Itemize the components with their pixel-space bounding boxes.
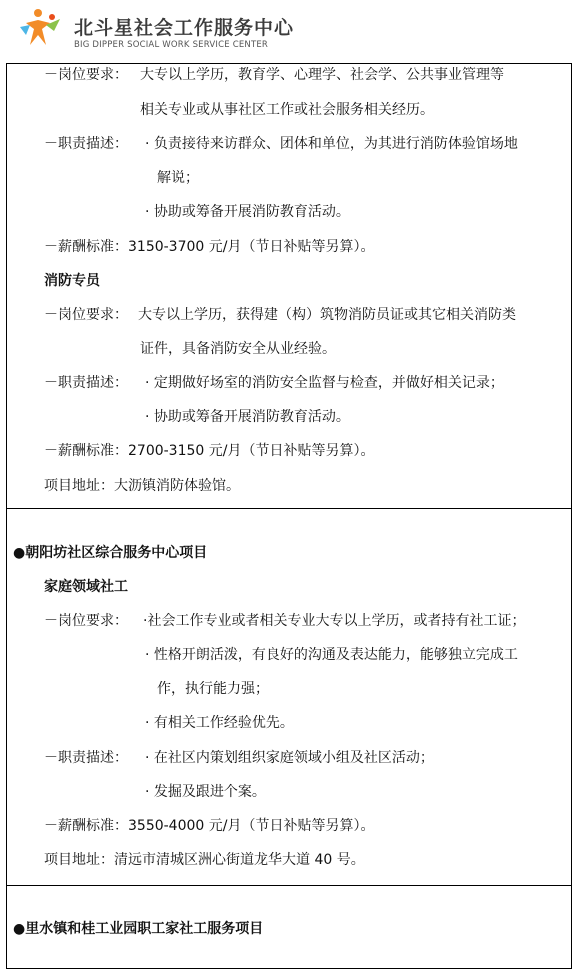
requirement-text: 大专以上学历，教育学、心理学、社会学、公共事业管理等 bbox=[140, 67, 504, 83]
logo-name-english: BIG DIPPER SOCIAL WORK SERVICE CENTER bbox=[74, 40, 269, 50]
requirement-text: 证件，具备消防安全从业经验。 bbox=[140, 341, 336, 357]
position-title: 家庭领域社工 bbox=[44, 579, 128, 595]
row-divider bbox=[6, 885, 572, 886]
duty-text: · 协助或筹备开展消防教育活动。 bbox=[145, 204, 350, 220]
table-top-border bbox=[6, 63, 572, 64]
organization-logo bbox=[16, 5, 316, 57]
requirement-text: · 有相关工作经验优先。 bbox=[145, 715, 294, 731]
big-dipper-logo-icon bbox=[16, 5, 64, 53]
project-address: 项目地址：清远市清城区洲心街道龙华大道 40 号。 bbox=[44, 852, 365, 868]
position-title: 消防专员 bbox=[44, 273, 100, 289]
duty-label: －职责描述： bbox=[44, 750, 128, 766]
salary-text: －薪酬标准：3150-3700 元/月（节日补贴等另算）。 bbox=[44, 239, 375, 255]
salary-text: －薪酬标准：3550-4000 元/月（节日补贴等另算）。 bbox=[44, 818, 375, 834]
logo-name-chinese: 北斗星社会工作服务中心 bbox=[74, 17, 295, 39]
duty-text: · 在社区内策划组织家庭领域小组及社区活动； bbox=[145, 750, 434, 766]
requirement-label: －岗位要求： bbox=[44, 67, 128, 83]
requirement-text: · 性格开朗活泼，有良好的沟通及表达能力，能够独立完成工 bbox=[145, 647, 518, 663]
duty-text: · 负责接待来访群众、团体和单位，为其进行消防体验馆场地 bbox=[145, 136, 518, 152]
requirement-text: 大专以上学历，获得建（构）筑物消防员证或其它相关消防类 bbox=[138, 307, 516, 323]
project-title: ●里水镇和桂工业园职工家社工服务项目 bbox=[13, 921, 264, 937]
project-address: 项目地址：大沥镇消防体验馆。 bbox=[44, 478, 240, 494]
duty-label: －职责描述： bbox=[44, 136, 128, 152]
row-divider bbox=[6, 508, 572, 509]
duty-text: · 协助或筹备开展消防教育活动。 bbox=[145, 409, 350, 425]
requirement-text: 相关专业或从事社区工作或社会服务相关经历。 bbox=[140, 102, 434, 118]
requirement-label: －岗位要求： bbox=[44, 613, 128, 629]
requirement-text: 作，执行能力强； bbox=[157, 681, 269, 697]
duty-text: 解说； bbox=[157, 170, 199, 186]
salary-text: －薪酬标准：2700-3150 元/月（节日补贴等另算）。 bbox=[44, 443, 375, 459]
project-title: ●朝阳坊社区综合服务中心项目 bbox=[13, 545, 208, 561]
duty-label: －职责描述： bbox=[44, 375, 128, 391]
requirement-text: ·社会工作专业或者相关专业大专以上学历，或者持有社工证； bbox=[143, 613, 526, 629]
duty-text: · 定期做好场室的消防安全监督与检查，并做好相关记录； bbox=[145, 375, 504, 391]
requirement-label: －岗位要求： bbox=[44, 307, 128, 323]
duty-text: · 发掘及跟进个案。 bbox=[145, 784, 266, 800]
